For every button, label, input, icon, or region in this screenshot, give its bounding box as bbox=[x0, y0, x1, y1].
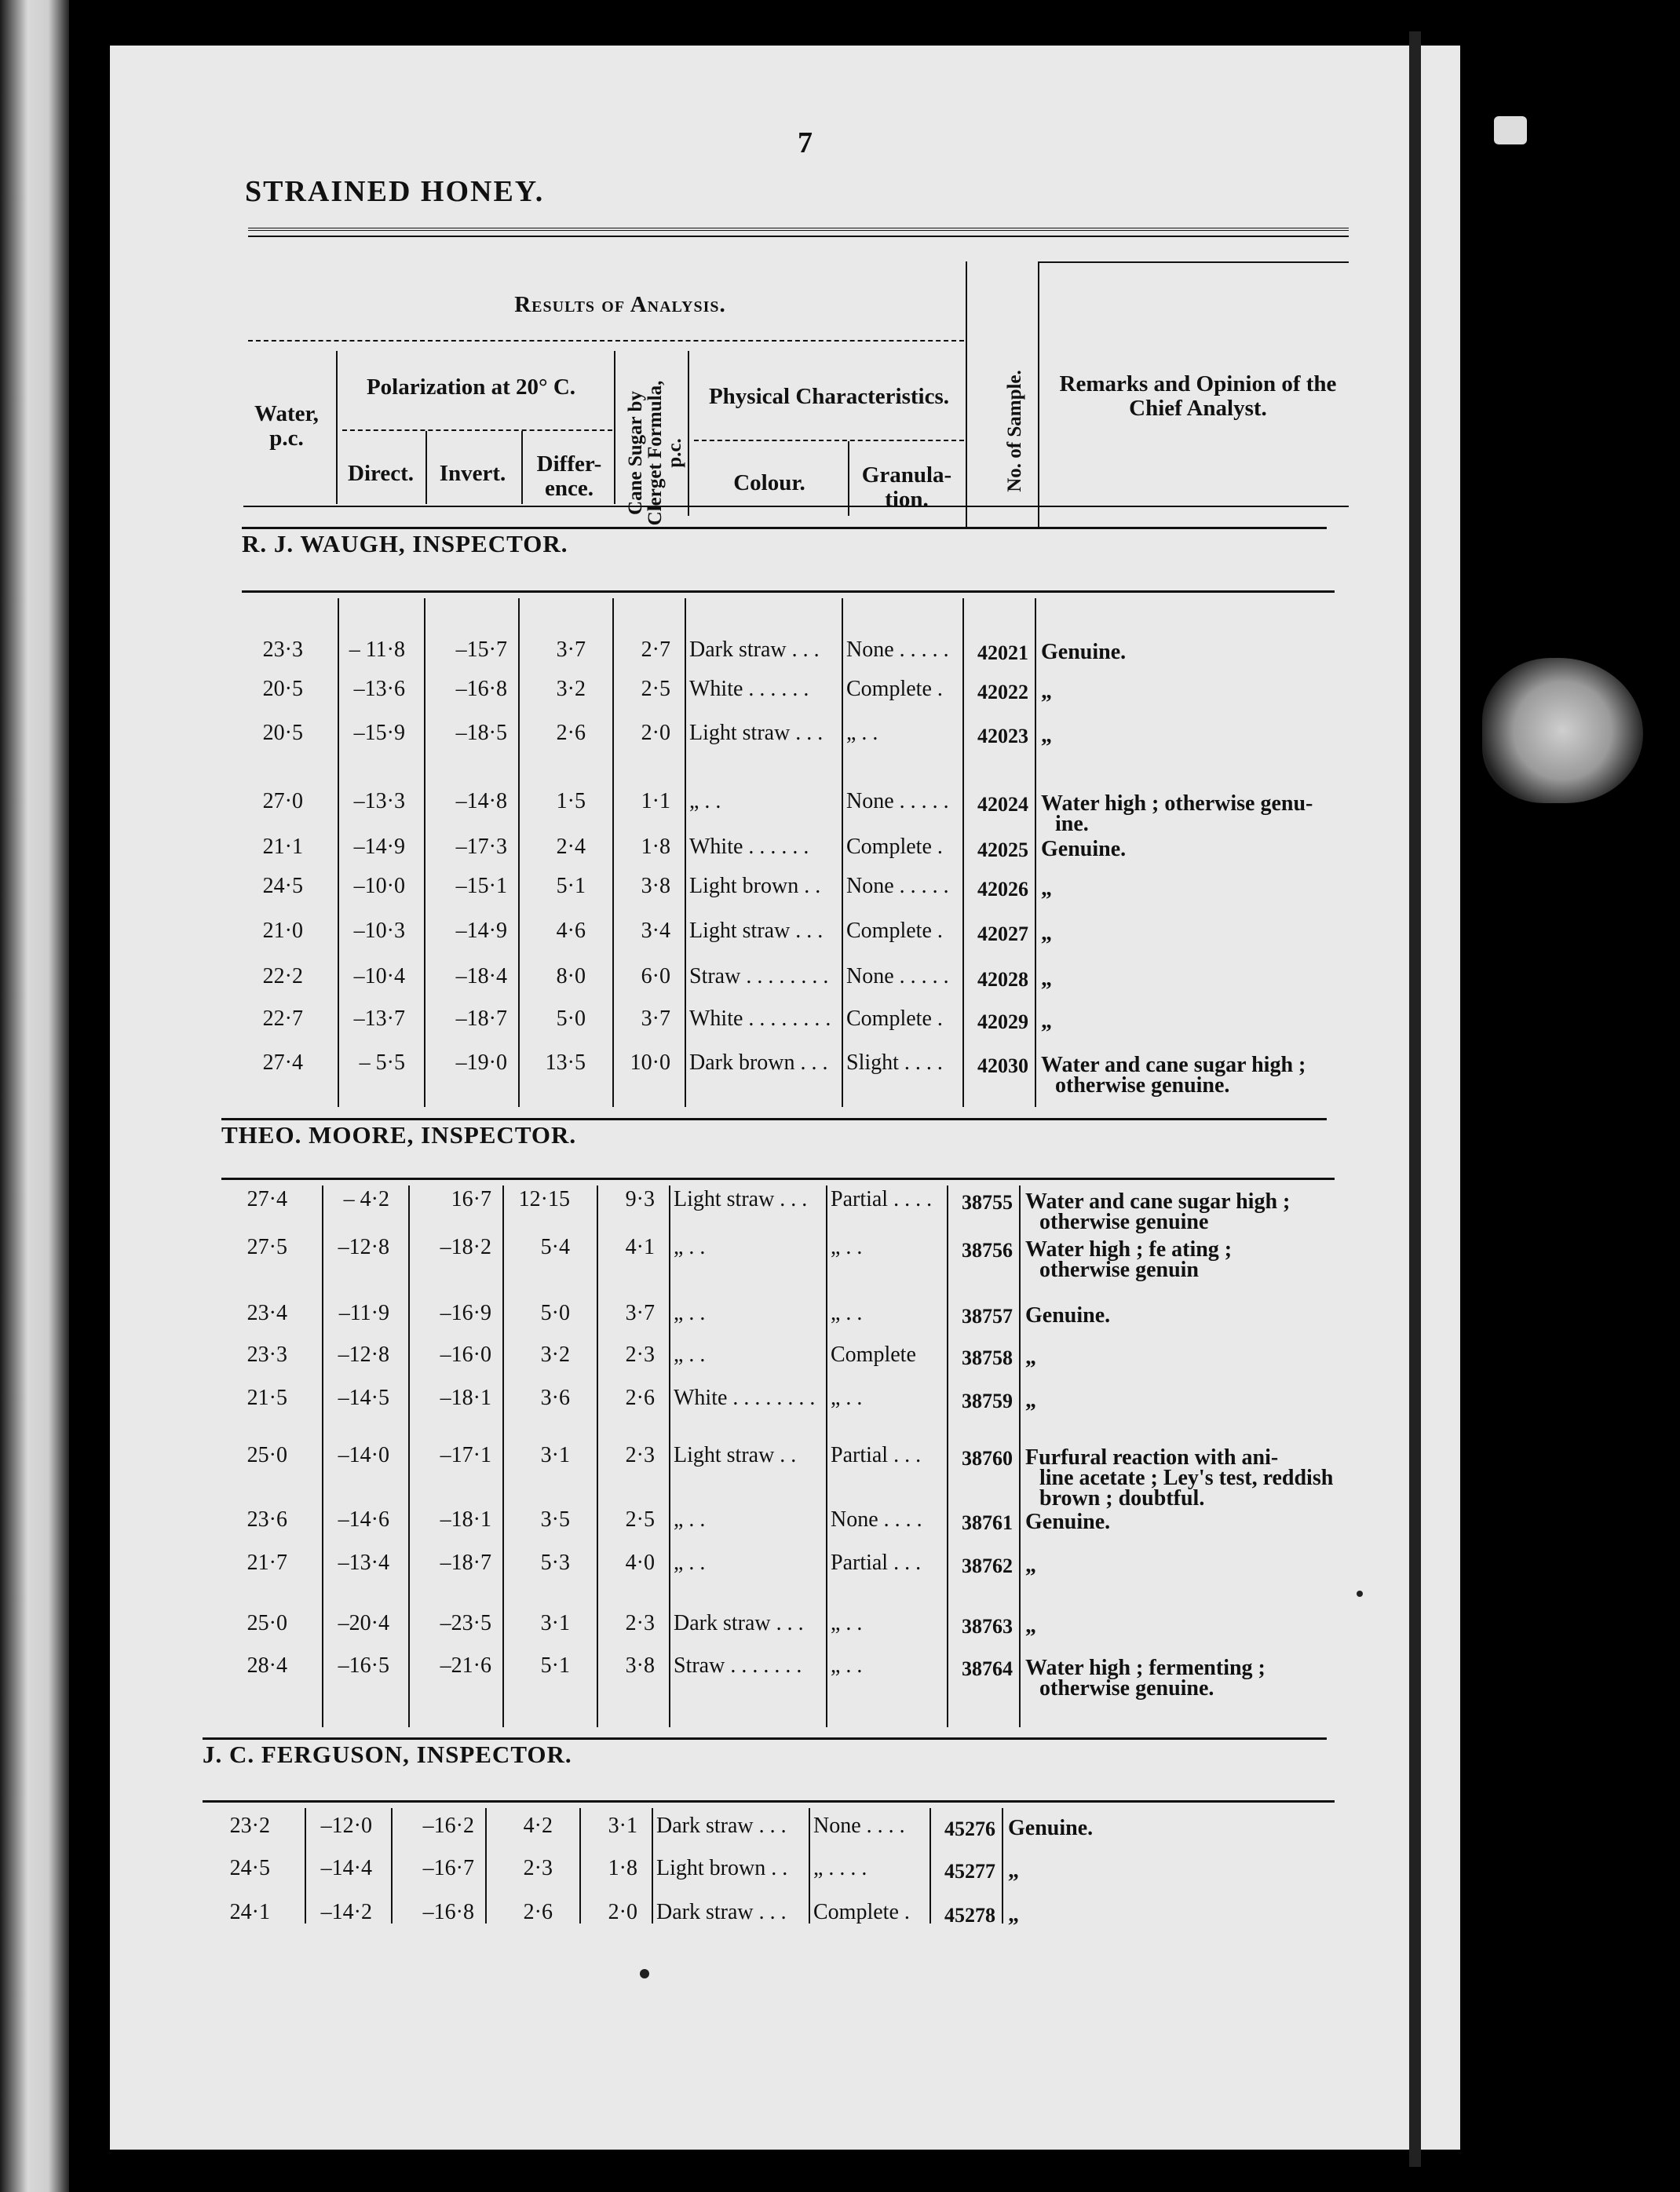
sample-number-cell: 42028 bbox=[977, 968, 1028, 991]
remark-cell bbox=[1025, 1445, 1339, 1511]
diff-cell: 1·5 bbox=[556, 789, 586, 813]
cane-cell: 2·3 bbox=[625, 1443, 655, 1467]
direct-cell: –11·9 bbox=[338, 1301, 389, 1325]
remark-line: Genuine. bbox=[1041, 640, 1127, 664]
cane-cell: 4·1 bbox=[625, 1235, 655, 1259]
colour-cell: Dark straw . . . bbox=[689, 638, 820, 662]
col-rule bbox=[652, 1808, 653, 1923]
water-cell: 25·0 bbox=[247, 1443, 287, 1467]
section-rule-top bbox=[203, 1737, 1327, 1740]
sample-number-cell: 45278 bbox=[944, 1904, 995, 1927]
diff-cell: 3·7 bbox=[556, 638, 586, 662]
water-cell: 21·1 bbox=[262, 835, 303, 859]
granulation-cell: „ . . . . bbox=[813, 1856, 867, 1880]
remark-continuation: otherwise genuine. bbox=[1055, 1073, 1230, 1098]
invert-cell: –18·2 bbox=[440, 1235, 491, 1259]
colour-cell: Dark straw . . . bbox=[656, 1900, 787, 1924]
inspector-heading: THEO. MOORE, INSPECTOR. bbox=[221, 1121, 577, 1149]
invert-cell: –16·2 bbox=[422, 1814, 474, 1838]
remark-cell bbox=[1041, 725, 1355, 746]
col-rule bbox=[848, 441, 849, 516]
sample-number-cell: 38762 bbox=[962, 1554, 1013, 1577]
remark-line: „ bbox=[1041, 1009, 1052, 1033]
col-rule bbox=[1035, 598, 1036, 1107]
remark-line: „ bbox=[1025, 1345, 1036, 1369]
direct-cell: –13·7 bbox=[353, 1006, 405, 1031]
invert-cell: –18·7 bbox=[440, 1551, 491, 1575]
col-rule bbox=[688, 351, 689, 516]
sample-number-cell: 42025 bbox=[977, 838, 1028, 861]
sample-number-cell: 38761 bbox=[962, 1511, 1013, 1534]
col-rule bbox=[336, 351, 338, 504]
page-speck bbox=[640, 1969, 649, 1978]
colour-cell: White . . . . . . . . bbox=[689, 1006, 831, 1031]
cane-cell: 1·8 bbox=[608, 1856, 637, 1880]
remark-cell bbox=[1025, 1512, 1339, 1533]
remark-line: Genuine. bbox=[1041, 837, 1127, 861]
invert-header: Invert. bbox=[439, 461, 506, 486]
water-cell: 21·5 bbox=[247, 1386, 287, 1410]
col-rule bbox=[826, 1186, 827, 1727]
cane-cell: 3·8 bbox=[625, 1653, 655, 1678]
section-rule-top bbox=[221, 1118, 1327, 1120]
direct-cell: –14·4 bbox=[320, 1856, 372, 1880]
title-rule-2 bbox=[248, 236, 1349, 237]
header-bottom-rule bbox=[243, 506, 1349, 507]
physical-rule bbox=[694, 440, 964, 441]
col-rule bbox=[1038, 261, 1039, 528]
remark-line: „ bbox=[1041, 876, 1052, 901]
remark-line: „ bbox=[1041, 966, 1052, 991]
remark-cell bbox=[1025, 1189, 1339, 1234]
granulation-cell: Complete . bbox=[846, 919, 943, 943]
invert-cell: –19·0 bbox=[455, 1050, 507, 1075]
diff-cell: 2·6 bbox=[556, 721, 586, 745]
water-cell: 23·2 bbox=[229, 1814, 270, 1838]
polarization-rule bbox=[342, 429, 612, 431]
remark-continuation: ine. bbox=[1055, 812, 1089, 836]
colour-cell: Light straw . . . bbox=[674, 1187, 808, 1211]
remark-cell bbox=[1008, 1858, 1322, 1883]
sample-number-cell: 42023 bbox=[977, 725, 1028, 747]
invert-cell: –18·1 bbox=[440, 1386, 491, 1410]
invert-cell: –16·9 bbox=[440, 1301, 491, 1325]
direct-cell: –13·3 bbox=[353, 789, 405, 813]
invert-cell: –14·8 bbox=[455, 789, 507, 813]
remark-line: Furfural reaction with ani- bbox=[1025, 1445, 1279, 1470]
remark-line: „ bbox=[1008, 1858, 1019, 1883]
diff-cell: 3·1 bbox=[540, 1611, 570, 1635]
title-rule bbox=[248, 228, 1349, 231]
section-rule bbox=[242, 590, 1335, 593]
diff-cell: 2·3 bbox=[523, 1856, 553, 1880]
sample-number-cell: 38757 bbox=[962, 1305, 1013, 1328]
remark-line: Water high ; fermenting ; bbox=[1025, 1656, 1265, 1680]
water-cell: 23·4 bbox=[247, 1301, 287, 1325]
diff-cell: 8·0 bbox=[556, 964, 586, 988]
colour-cell: Light straw . . bbox=[674, 1443, 797, 1467]
granulation-cell: None . . . . . bbox=[846, 638, 949, 662]
remark-cell bbox=[1041, 1055, 1355, 1096]
invert-cell: –17·3 bbox=[455, 835, 507, 859]
water-cell: 28·4 bbox=[247, 1653, 287, 1678]
colour-cell: White . . . . . . bbox=[689, 835, 809, 859]
remark-line: „ bbox=[1041, 723, 1052, 747]
remark-cell bbox=[1025, 1237, 1339, 1282]
water-cell: 20·5 bbox=[262, 677, 303, 701]
diff-cell: 2·6 bbox=[523, 1900, 553, 1924]
water-cell: 25·0 bbox=[247, 1611, 287, 1635]
diff-cell: 5·1 bbox=[556, 874, 586, 898]
remark-line: „ bbox=[1041, 921, 1052, 945]
remark-continuation: otherwise genuine. bbox=[1039, 1676, 1214, 1701]
col-rule bbox=[1019, 1186, 1021, 1727]
colour-cell: White . . . . . . bbox=[689, 677, 809, 701]
water-cell: 21·7 bbox=[247, 1551, 287, 1575]
sample-number-cell: 42029 bbox=[977, 1010, 1028, 1033]
granulation-cell: None . . . . bbox=[813, 1814, 905, 1838]
direct-header: Direct. bbox=[348, 461, 414, 486]
granulation-cell: „ . . bbox=[831, 1386, 863, 1410]
scan-tab-marker bbox=[1494, 116, 1527, 144]
colour-cell: Light brown . . bbox=[689, 874, 821, 898]
diff-cell: 5·0 bbox=[540, 1301, 570, 1325]
remark-cell bbox=[1041, 839, 1355, 860]
direct-cell: –13·6 bbox=[353, 677, 405, 701]
water-cell: 24·1 bbox=[229, 1900, 270, 1924]
water-cell: 27·5 bbox=[247, 1235, 287, 1259]
diff-cell: 5·0 bbox=[556, 1006, 586, 1031]
direct-cell: –10·0 bbox=[353, 874, 405, 898]
diff-cell: 13·5 bbox=[545, 1050, 586, 1075]
sample-number-cell: 42021 bbox=[977, 641, 1028, 664]
cane-cell: 3·7 bbox=[641, 1006, 670, 1031]
water-cell: 22·2 bbox=[262, 964, 303, 988]
col-rule bbox=[614, 351, 615, 504]
col-rule bbox=[1002, 1808, 1003, 1923]
cane-cell: 9·3 bbox=[625, 1187, 655, 1211]
section-rule-top bbox=[242, 527, 1327, 529]
colour-cell: Light straw . . . bbox=[689, 919, 824, 943]
colour-cell: White . . . . . . . . bbox=[674, 1386, 816, 1410]
water-cell: 21·0 bbox=[262, 919, 303, 943]
remark-cell bbox=[1041, 876, 1355, 901]
granulation-cell: „ . . bbox=[831, 1611, 863, 1635]
water-cell: 24·5 bbox=[229, 1856, 270, 1880]
granulation-cell: None . . . . . bbox=[846, 964, 949, 988]
granulation-cell: Complete . bbox=[846, 677, 943, 701]
diff-cell: 4·2 bbox=[523, 1814, 553, 1838]
col-rule bbox=[685, 598, 686, 1107]
invert-cell: 16·7 bbox=[451, 1187, 491, 1211]
colour-cell: „ . . bbox=[674, 1343, 706, 1367]
diff-cell: 3·2 bbox=[540, 1343, 570, 1367]
granulation-cell: „ . . bbox=[831, 1301, 863, 1325]
cane-cell: 10·0 bbox=[630, 1050, 670, 1075]
remark-line: Water high ; otherwise genu- bbox=[1041, 791, 1313, 816]
remark-line: Water and cane sugar high ; bbox=[1041, 1053, 1306, 1077]
colour-header: Colour. bbox=[733, 470, 805, 495]
remark-line: „ bbox=[1025, 1388, 1036, 1412]
diff-cell: 5·1 bbox=[540, 1653, 570, 1678]
cane-cell: 1·8 bbox=[641, 835, 670, 859]
direct-cell: –13·4 bbox=[338, 1551, 389, 1575]
sample-number-cell: 42022 bbox=[977, 681, 1028, 703]
remark-cell bbox=[1025, 1613, 1339, 1638]
water-cell: 27·0 bbox=[262, 789, 303, 813]
remark-cell bbox=[1025, 1658, 1339, 1699]
remark-continuation: line acetate ; Ley's test, reddish brown ; doubtful. bbox=[1039, 1466, 1334, 1511]
cane-cell: 1·1 bbox=[641, 789, 670, 813]
sample-number-cell: 38759 bbox=[962, 1390, 1013, 1412]
col-rule bbox=[809, 1808, 810, 1923]
remark-cell bbox=[1041, 681, 1355, 702]
diff-cell: 5·3 bbox=[540, 1551, 570, 1575]
granulation-cell: Complete . bbox=[846, 835, 943, 859]
inspector-heading: R. J. WAUGH, INSPECTOR. bbox=[242, 530, 568, 557]
cane-cell: 3·7 bbox=[625, 1301, 655, 1325]
cane-cell: 2·5 bbox=[641, 677, 670, 701]
difference-header: Differ-ence. bbox=[536, 451, 602, 501]
diff-cell: 3·1 bbox=[540, 1443, 570, 1467]
col-rule bbox=[521, 431, 523, 504]
invert-cell: –23·5 bbox=[440, 1611, 491, 1635]
remark-line: Water and cane sugar high ; bbox=[1025, 1189, 1291, 1214]
physical-characteristics-header: Physical Characteristics. bbox=[708, 384, 950, 409]
invert-cell: –15·1 bbox=[455, 874, 507, 898]
direct-cell: –14·2 bbox=[320, 1900, 372, 1924]
cane-cell: 6·0 bbox=[641, 964, 670, 988]
page-number: 7 bbox=[798, 126, 813, 159]
invert-cell: –16·8 bbox=[422, 1900, 474, 1924]
colour-cell: „ . . bbox=[674, 1235, 706, 1259]
sample-number-cell: 42030 bbox=[977, 1054, 1028, 1077]
invert-cell: –18·4 bbox=[455, 964, 507, 988]
remark-line: „ bbox=[1008, 1902, 1019, 1927]
invert-cell: –18·5 bbox=[455, 721, 507, 745]
granulation-cell: „ . . bbox=[831, 1235, 863, 1259]
direct-cell: –16·5 bbox=[338, 1653, 389, 1678]
cane-cell: 3·8 bbox=[641, 874, 670, 898]
invert-cell: –14·9 bbox=[455, 919, 507, 943]
cane-cell: 2·0 bbox=[641, 721, 670, 745]
col-rule bbox=[669, 1186, 670, 1727]
direct-cell: – 4·2 bbox=[343, 1187, 389, 1211]
granulation-cell: „ . . bbox=[831, 1653, 863, 1678]
invert-cell: –15·7 bbox=[455, 638, 507, 662]
diff-cell: 12·15 bbox=[518, 1187, 570, 1211]
results-of-analysis-heading: Results of Analysis. bbox=[514, 292, 726, 317]
direct-cell: –14·6 bbox=[338, 1507, 389, 1532]
remarks-header: Remarks and Opinion of the Chief Analyst. bbox=[1059, 371, 1337, 421]
granulation-cell: Slight . . . . bbox=[846, 1050, 943, 1075]
sample-number-cell: 38760 bbox=[962, 1447, 1013, 1470]
diff-cell: 3·2 bbox=[556, 677, 586, 701]
remarks-top-rule bbox=[1038, 261, 1349, 263]
water-cell: 27·4 bbox=[247, 1187, 287, 1211]
col-rule bbox=[425, 431, 427, 504]
colour-cell: Dark straw . . . bbox=[674, 1611, 804, 1635]
col-rule bbox=[966, 261, 967, 528]
cane-cell: 4·0 bbox=[625, 1551, 655, 1575]
water-cell: 23·6 bbox=[247, 1507, 287, 1532]
remark-line: Genuine. bbox=[1008, 1816, 1094, 1840]
water-cell: 24·5 bbox=[262, 874, 303, 898]
invert-cell: –16·8 bbox=[455, 677, 507, 701]
remark-cell bbox=[1025, 1347, 1339, 1368]
granulation-cell: Complete . bbox=[846, 1006, 943, 1031]
granulation-cell: „ . . bbox=[846, 721, 878, 745]
col-rule bbox=[842, 598, 843, 1107]
diff-cell: 4·6 bbox=[556, 919, 586, 943]
cane-cell: 2·7 bbox=[641, 638, 670, 662]
sample-number-cell: 38755 bbox=[962, 1191, 1013, 1214]
direct-cell: –20·4 bbox=[338, 1611, 389, 1635]
sample-number-cell: 38764 bbox=[962, 1657, 1013, 1680]
colour-cell: „ . . bbox=[674, 1507, 706, 1532]
colour-cell: „ . . bbox=[689, 789, 721, 813]
direct-cell: – 11·8 bbox=[349, 638, 405, 662]
cane-cell: 2·5 bbox=[625, 1507, 655, 1532]
direct-cell: –10·4 bbox=[353, 964, 405, 988]
remark-cell bbox=[1025, 1303, 1339, 1328]
colour-cell: „ . . bbox=[674, 1301, 706, 1325]
granulation-cell: None . . . . . bbox=[846, 874, 949, 898]
granulation-cell: Complete bbox=[831, 1343, 916, 1367]
water-cell: 23·3 bbox=[262, 638, 303, 662]
colour-cell: Straw . . . . . . . . bbox=[689, 964, 829, 988]
remark-cell bbox=[1041, 791, 1355, 836]
cane-cell: 2·3 bbox=[625, 1343, 655, 1367]
colour-cell: Dark straw . . . bbox=[656, 1814, 787, 1838]
water-cell: 20·5 bbox=[262, 721, 303, 745]
direct-cell: –12·8 bbox=[338, 1343, 389, 1367]
results-rule bbox=[248, 340, 964, 342]
sample-number-cell: 38756 bbox=[962, 1239, 1013, 1262]
page-title: STRAINED HONEY. bbox=[245, 175, 545, 208]
colour-cell: Light brown . . bbox=[656, 1856, 788, 1880]
granulation-cell: Partial . . . bbox=[831, 1443, 922, 1467]
remark-continuation: otherwise genuine bbox=[1039, 1210, 1209, 1234]
remark-cell bbox=[1041, 1011, 1355, 1032]
remark-cell bbox=[1008, 1902, 1322, 1927]
remark-line: „ bbox=[1025, 1613, 1036, 1638]
cane-cell: 2·6 bbox=[625, 1386, 655, 1410]
sample-number-cell: 38758 bbox=[962, 1346, 1013, 1369]
remark-line: Genuine. bbox=[1025, 1510, 1111, 1534]
colour-cell: Straw . . . . . . . bbox=[674, 1653, 802, 1678]
colour-cell: „ . . bbox=[674, 1551, 706, 1575]
remark-line: „ bbox=[1025, 1553, 1036, 1577]
diff-cell: 2·4 bbox=[556, 835, 586, 859]
cane-sugar-header: Cane Sugar by Clerget Formula, p.c. bbox=[625, 380, 685, 526]
remark-continuation: otherwise genuin bbox=[1039, 1258, 1199, 1282]
water-header: Water, p.c. bbox=[254, 401, 319, 451]
direct-cell: –12·8 bbox=[338, 1235, 389, 1259]
section-rule bbox=[221, 1178, 1335, 1180]
sample-number-cell: 38763 bbox=[962, 1615, 1013, 1638]
granulation-cell: Partial . . . . bbox=[831, 1187, 933, 1211]
invert-cell: –21·6 bbox=[440, 1653, 491, 1678]
sample-number-cell: 42024 bbox=[977, 793, 1028, 816]
page-binding-edge bbox=[1409, 31, 1421, 2167]
direct-cell: –14·5 bbox=[338, 1386, 389, 1410]
page-speck bbox=[1357, 1591, 1363, 1597]
granulation-cell: None . . . . . bbox=[846, 789, 949, 813]
cane-cell: 3·1 bbox=[608, 1814, 637, 1838]
water-cell: 23·3 bbox=[247, 1343, 287, 1367]
sample-number-header: No. of Sample. bbox=[1004, 370, 1025, 492]
remark-cell bbox=[1041, 923, 1355, 944]
sample-number-cell: 45276 bbox=[944, 1818, 995, 1840]
remark-cell bbox=[1041, 642, 1355, 663]
invert-cell: –18·1 bbox=[440, 1507, 491, 1532]
granulation-cell: Partial . . . bbox=[831, 1551, 922, 1575]
invert-cell: –16·7 bbox=[422, 1856, 474, 1880]
direct-cell: –14·0 bbox=[338, 1443, 389, 1467]
scan-blemish bbox=[1482, 658, 1643, 803]
cane-cell: 2·0 bbox=[608, 1900, 637, 1924]
sample-number-cell: 45277 bbox=[944, 1860, 995, 1883]
polarization-header: Polarization at 20° C. bbox=[366, 374, 576, 400]
diff-cell: 3·6 bbox=[540, 1386, 570, 1410]
remark-line: Water high ; fe ating ; bbox=[1025, 1237, 1233, 1262]
colour-cell: Light straw . . . bbox=[689, 721, 824, 745]
section-rule bbox=[203, 1800, 1335, 1803]
colour-cell: Dark brown . . . bbox=[689, 1050, 828, 1075]
direct-cell: –12·0 bbox=[320, 1814, 372, 1838]
remark-line: „ bbox=[1041, 679, 1052, 703]
granulation-cell: None . . . . bbox=[831, 1507, 922, 1532]
invert-cell: –17·1 bbox=[440, 1443, 491, 1467]
remark-cell bbox=[1008, 1818, 1322, 1839]
direct-cell: –10·3 bbox=[353, 919, 405, 943]
direct-cell: – 5·5 bbox=[359, 1050, 405, 1075]
remark-cell bbox=[1025, 1390, 1339, 1411]
inspector-heading: J. C. FERGUSON, INSPECTOR. bbox=[203, 1741, 572, 1768]
invert-cell: –16·0 bbox=[440, 1343, 491, 1367]
water-cell: 27·4 bbox=[262, 1050, 303, 1075]
sample-number-cell: 42026 bbox=[977, 878, 1028, 901]
water-cell: 22·7 bbox=[262, 1006, 303, 1031]
diff-cell: 3·5 bbox=[540, 1507, 570, 1532]
diff-cell: 5·4 bbox=[540, 1235, 570, 1259]
invert-cell: –18·7 bbox=[455, 1006, 507, 1031]
direct-cell: –15·9 bbox=[353, 721, 405, 745]
adjacent-page-edge bbox=[0, 0, 69, 2192]
cane-cell: 3·4 bbox=[641, 919, 670, 943]
granulation-header: Granula-tion. bbox=[861, 462, 952, 512]
remark-cell bbox=[1025, 1555, 1339, 1576]
cane-cell: 2·3 bbox=[625, 1611, 655, 1635]
remark-line: Genuine. bbox=[1025, 1303, 1111, 1328]
sample-number-cell: 42027 bbox=[977, 922, 1028, 945]
remark-cell bbox=[1041, 966, 1355, 991]
direct-cell: –14·9 bbox=[353, 835, 405, 859]
granulation-cell: Complete . bbox=[813, 1900, 910, 1924]
